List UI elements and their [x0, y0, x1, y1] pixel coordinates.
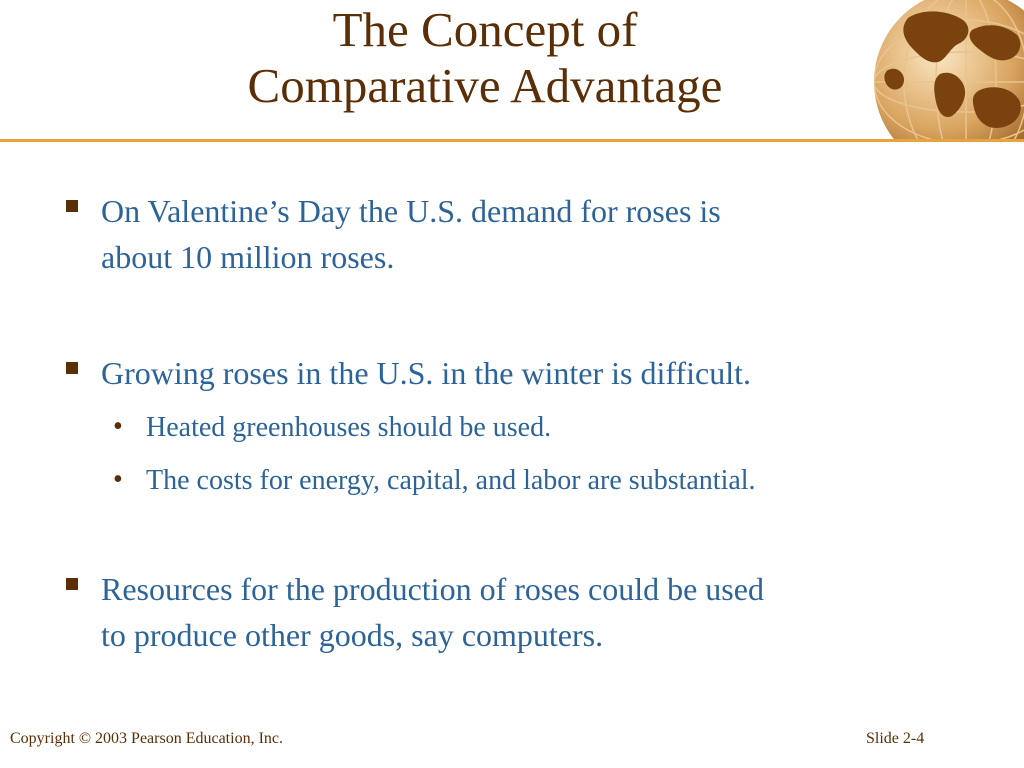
title-line-2: Comparative Advantage — [247, 58, 723, 113]
bullet-2-text: Growing roses in the U.S. in the winter is difficult. — [101, 355, 751, 391]
bullet-1-line-2: about 10 million roses. — [101, 239, 395, 275]
sub-bullet-1-text: Heated greenhouses should be used. — [146, 412, 552, 443]
bullet-1-text — [101, 188, 961, 280]
footer-copyright: Copyright © 2003 Pearson Education, Inc. — [10, 730, 283, 747]
bullet-3-line-1: Resources for the production of roses could be used — [101, 571, 764, 607]
square-bullet-icon — [66, 578, 86, 598]
bullet-1-line-1: On Valentine’s Day the U.S. demand for roses is — [101, 193, 721, 229]
square-bullet-icon — [66, 200, 86, 220]
slide-title — [150, 2, 820, 114]
round-bullet-icon: • — [113, 464, 123, 495]
bullet-3-line-2: to produce other goods, say computers. — [101, 617, 604, 653]
square-bullet-icon — [66, 362, 86, 382]
round-bullet-icon: • — [113, 411, 123, 442]
bullet-3-text — [101, 566, 961, 658]
title-line-1: The Concept of — [332, 2, 638, 57]
footer-slide-number: Slide 2-4 — [866, 730, 925, 747]
sub-bullet-2-text: The costs for energy, capital, and labor are substantial. — [146, 465, 756, 496]
globe-icon — [868, 0, 1024, 140]
title-divider — [0, 139, 1024, 142]
